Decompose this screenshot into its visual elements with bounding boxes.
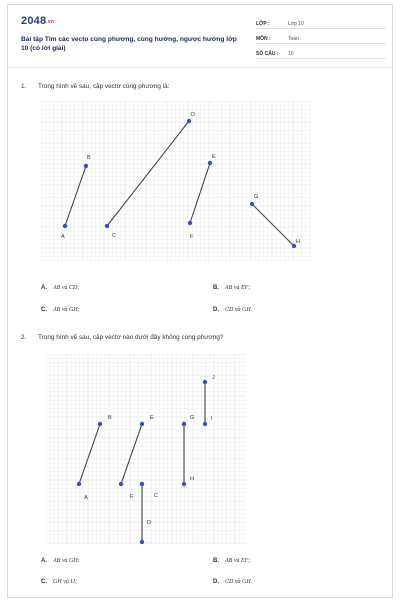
- question-2-option-c[interactable]: [41, 579, 77, 585]
- label-c: C: [112, 233, 116, 239]
- meta-key: LỚP :: [256, 21, 270, 27]
- option-text: AB và EF;: [225, 558, 251, 564]
- label-d: D: [147, 520, 151, 526]
- question-2-option-b[interactable]: [213, 558, 250, 564]
- label-h: H: [190, 476, 194, 482]
- point-g[interactable]: [182, 422, 186, 426]
- point-b[interactable]: [84, 164, 88, 168]
- point-j[interactable]: [203, 380, 207, 384]
- label-e: E: [212, 154, 216, 160]
- meta-row-class: [256, 18, 386, 29]
- label-b: B: [87, 155, 91, 161]
- question-1-figure: [41, 101, 311, 261]
- question-number: 1.: [21, 83, 27, 90]
- label-d: D: [191, 112, 195, 118]
- point-d[interactable]: [140, 540, 144, 544]
- meta-row-subject: [256, 33, 386, 44]
- meta-row-count: [256, 48, 386, 59]
- label-f: F: [130, 494, 134, 500]
- site-logo[interactable]: [21, 15, 54, 27]
- worksheet-page: [7, 4, 393, 598]
- grid-lines: [41, 101, 311, 261]
- point-d[interactable]: [187, 119, 191, 123]
- label-a: A: [84, 495, 88, 501]
- option-text: GH và IJ;: [53, 579, 77, 585]
- option-letter: C.: [41, 579, 47, 585]
- point-e[interactable]: [208, 161, 212, 165]
- option-letter: B.: [213, 285, 219, 291]
- point-a[interactable]: [63, 224, 67, 228]
- question-1-option-b[interactable]: [213, 285, 250, 291]
- label-h: H: [296, 239, 300, 245]
- vector-grid-1: [41, 101, 311, 261]
- label-e: E: [150, 415, 154, 421]
- question-text: Trong hình vẽ sau, cặp vectơ nào dưới đây không cùng phương?: [38, 334, 224, 341]
- label-b: B: [108, 415, 112, 421]
- option-letter: D.: [213, 579, 219, 585]
- point-h[interactable]: [182, 482, 186, 486]
- label-g: G: [190, 415, 195, 421]
- question-2-figure: [46, 354, 246, 544]
- vector-fe: [190, 163, 210, 223]
- meta-value: Lớp 10: [288, 21, 304, 27]
- option-letter: D.: [213, 307, 219, 313]
- option-letter: A.: [41, 285, 47, 291]
- label-g: G: [254, 194, 259, 200]
- option-letter: C.: [41, 307, 47, 313]
- question-1-option-a[interactable]: [41, 285, 79, 291]
- point-b[interactable]: [98, 422, 102, 426]
- option-letter: B.: [213, 558, 219, 564]
- question-2-option-a[interactable]: [41, 558, 80, 564]
- document-title: Bài tập Tìm các vecto cùng phương, cùng hướng, ngược hướng lớp 10 (có lời giải): [21, 36, 237, 52]
- point-e[interactable]: [140, 422, 144, 426]
- option-letter: A.: [41, 558, 47, 564]
- point-f[interactable]: [188, 221, 192, 225]
- logo-suffix: .vn: [46, 19, 55, 25]
- point-c[interactable]: [140, 482, 144, 486]
- label-a: A: [61, 234, 65, 240]
- option-text: AB và GH;: [53, 558, 80, 564]
- label-j: J: [212, 375, 215, 381]
- meta-key: SỐ CÂU :: [256, 51, 279, 57]
- vector-grid-2: [46, 354, 246, 544]
- label-c: C: [154, 493, 158, 499]
- point-i[interactable]: [203, 422, 207, 426]
- meta-value: Toán: [288, 36, 299, 42]
- grid-lines: [46, 354, 246, 544]
- question-1-option-d[interactable]: [213, 307, 252, 313]
- option-text: AB và CD;: [53, 285, 80, 291]
- vector-ab: [79, 424, 100, 484]
- logo-main: 2048: [21, 15, 47, 27]
- label-i: I: [211, 416, 213, 422]
- header-divider: [8, 67, 392, 68]
- question-2-option-d[interactable]: [213, 579, 252, 585]
- question-number: 2.: [21, 334, 27, 341]
- point-f[interactable]: [119, 482, 123, 486]
- point-g[interactable]: [250, 202, 254, 206]
- option-text: AB và EF;: [225, 285, 251, 291]
- meta-value: 10: [288, 51, 294, 57]
- option-text: AB và GH;: [53, 307, 80, 313]
- vector-fe: [121, 424, 142, 484]
- point-a[interactable]: [77, 482, 81, 486]
- question-1-option-c[interactable]: [41, 307, 80, 313]
- option-text: CD và GH.: [225, 307, 253, 313]
- meta-key: MÔN :: [256, 36, 271, 42]
- option-text: CD và GH.: [225, 579, 253, 585]
- question-text: Trong hình vẽ sau, cặp vectơ cùng phương là:: [38, 83, 170, 90]
- point-c[interactable]: [105, 224, 109, 228]
- label-f: F: [190, 234, 194, 240]
